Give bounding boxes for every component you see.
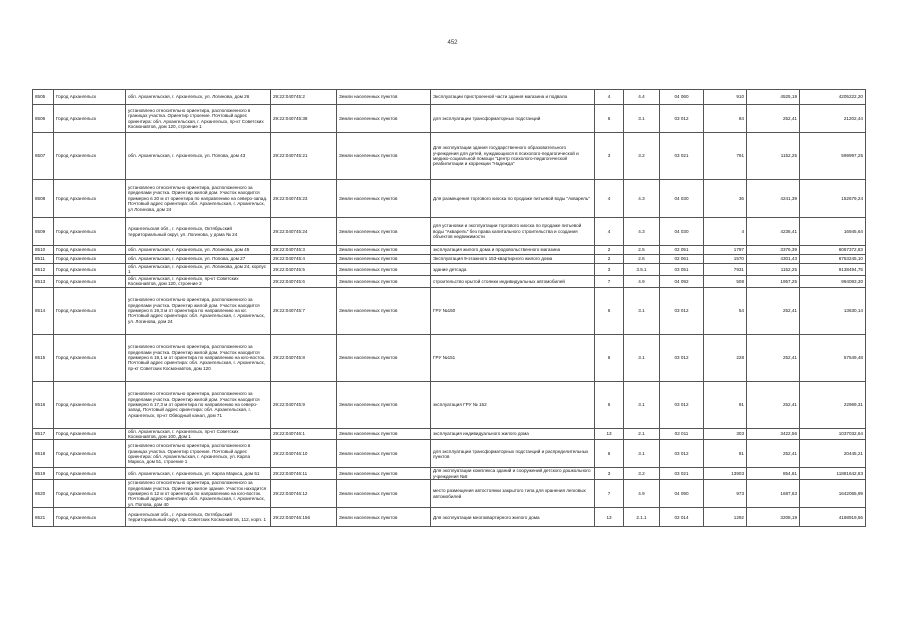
permitted-use-cell: эксплуатация жилого дома и продовольственного магазина (431, 246, 595, 255)
row-number-cell: 8505 (33, 90, 54, 105)
permitted-use-cell: место размещения автостоянки закрытого типа для хранения легковых автомобилей (431, 480, 595, 508)
permitted-use-cell: для установки и эксплуатации торгового киоска по продаже питьевой воды "Акварель" без права капитального строительства и создания объектов недвижимости (431, 218, 595, 246)
table-row (33, 246, 866, 255)
use-code-cell: 03 012 (660, 381, 704, 428)
table-row (33, 218, 866, 246)
settlement-cell: Город Архангельск (54, 428, 126, 440)
address-cell: обл. Архангельская, г. Архангельск, пр-кт Советских Космонавтов, дом 100, Дом 1 (126, 428, 271, 440)
area-cell: 228 (704, 334, 747, 381)
row-number-cell: 8517 (33, 428, 54, 440)
settlement-cell: Город Архангельск (54, 508, 126, 527)
specific-value-cell: 252,41 (747, 287, 800, 334)
permitted-use-cell: Для эксплуатации многоквартирного жилого дома (431, 508, 595, 527)
settlement-cell: Город Архангельск (54, 105, 126, 133)
address-cell: установлено относительно ориентира, расположенного за пределами участка. Ориентир жилой дом. Участок находится примерно в 19,1 м от ориентира по направлению на юго-восток. Почтовый адрес ориентира: обл. Архангельская, г. Архангельск, пр-кт Советских Космонавтов, дом 120 (126, 334, 271, 381)
specific-value-cell: 3422,56 (747, 428, 800, 440)
row-number-cell: 8521 (33, 508, 54, 527)
cadastral-value-cell: 6753245,10 (800, 255, 866, 264)
specific-value-cell: 854,61 (747, 468, 800, 480)
settlement-cell: Город Архангельск (54, 275, 126, 287)
settlement-cell: Город Архангельск (54, 480, 126, 508)
permitted-use-cell: Для размещения торгового киоска по продаже питьевой воды "Акварель" (431, 180, 595, 218)
group-code-cell: 6 (595, 381, 624, 428)
group-code-cell: 4 (595, 90, 624, 105)
group-code-cell: 7 (595, 275, 624, 287)
use-code-cell: 03 012 (660, 105, 704, 133)
land-category-cell: Земли населенных пунктов (337, 480, 431, 508)
table-row (33, 428, 866, 440)
specific-value-cell: 1152,25 (747, 133, 800, 180)
subgroup-code-cell: 4.9 (624, 480, 660, 508)
settlement-cell: Город Архангельск (54, 246, 126, 255)
row-number-cell: 8516 (33, 381, 54, 428)
area-cell: 303 (704, 428, 747, 440)
row-number-cell: 8507 (33, 133, 54, 180)
land-category-cell: Земли населенных пунктов (337, 246, 431, 255)
use-code-cell: 03 021 (660, 133, 704, 180)
area-cell: 91 (704, 381, 747, 428)
row-number-cell: 8513 (33, 275, 54, 287)
row-number-cell: 8508 (33, 180, 54, 218)
row-number-cell: 8511 (33, 255, 54, 264)
cadastral-value-cell: 6067372,83 (800, 246, 866, 255)
address-cell: обл. Архангельская, г. Архангельск, ул. Логинова, дом 26 (126, 90, 271, 105)
table-row (33, 180, 866, 218)
cadastral-value-cell: 1642065,99 (800, 480, 866, 508)
area-cell: 1570 (704, 255, 747, 264)
use-code-cell: 03 021 (660, 468, 704, 480)
land-category-cell: Земли населенных пунктов (337, 428, 431, 440)
specific-value-cell: 252,41 (747, 381, 800, 428)
specific-value-cell: 1687,63 (747, 480, 800, 508)
group-code-cell: 2 (595, 255, 624, 264)
address-cell: установлено относительно ориентира, расположенного за пределами участка. Ориентир жилой дом. Участок находится примерно в 19,3 м от ориентира по направлению на юг. Почтовый адрес ориентира: обл. Архангельская, г. Архангельск, ул. Логинова, дом 24 (126, 287, 271, 334)
use-code-cell: 04 092 (660, 275, 704, 287)
use-code-cell: 02 014 (660, 508, 704, 527)
settlement-cell: Город Архангельск (54, 218, 126, 246)
permitted-use-cell: Для эксплуатации комплекса зданий и сооружений детского дошкольного учреждения №6 (431, 468, 595, 480)
subgroup-code-cell: 2.1.1 (624, 508, 660, 527)
land-category-cell: Земли населенных пунктов (337, 508, 431, 527)
area-cell: 1797 (704, 246, 747, 255)
specific-value-cell: 252,41 (747, 440, 800, 468)
table-row (33, 287, 866, 334)
area-cell: 910 (704, 90, 747, 105)
settlement-cell: Город Архангельск (54, 381, 126, 428)
cadastral-number-cell: 29:22:040745:2 (271, 90, 337, 105)
land-category-cell: Земли населенных пунктов (337, 287, 431, 334)
table-row (33, 264, 866, 276)
address-cell: обл. Архангельская, г. Архангельск, ул. Логинова, дом 24, корпус 1 (126, 264, 271, 276)
specific-value-cell: 4241,39 (747, 180, 800, 218)
specific-value-cell: 4236,41 (747, 218, 800, 246)
cadastral-value-cell: 13630,14 (800, 287, 866, 334)
row-number-cell: 8510 (33, 246, 54, 255)
cadastral-value-cell: 22969,31 (800, 381, 866, 428)
use-code-cell: 02 011 (660, 428, 704, 440)
subgroup-code-cell: 2.6 (624, 255, 660, 264)
land-category-cell: Земли населенных пунктов (337, 264, 431, 276)
cadastral-value-cell: 20445,21 (800, 440, 866, 468)
area-cell: 84 (704, 105, 747, 133)
subgroup-code-cell: 3.1 (624, 105, 660, 133)
cadastral-value-cell: 11881642,83 (800, 468, 866, 480)
area-cell: 36 (704, 180, 747, 218)
row-number-cell: 8520 (33, 480, 54, 508)
table-row (33, 90, 866, 105)
cadastral-number-cell: 29:22:040745:5 (271, 264, 337, 276)
use-code-cell: 03 012 (660, 440, 704, 468)
land-category-cell: Земли населенных пунктов (337, 218, 431, 246)
group-code-cell: 2 (595, 246, 624, 255)
address-cell: Архангельская обл., г. Архангельск, Октябрьский территориальный округ, пр. Советских Космонавтов, 112, корп. 1 (126, 508, 271, 527)
settlement-cell: Город Архангельск (54, 440, 126, 468)
group-code-cell: 6 (595, 105, 624, 133)
permitted-use-cell: эксплуатация ГРУ № 152 (431, 381, 595, 428)
settlement-cell: Город Архангельск (54, 334, 126, 381)
permitted-use-cell: Для эксплуатации здания государственного образовательного учреждения для детей, нуждающихся в психолого-педагогической и медико-социальной помощи "Центр психолого-педагогической реабилитации и коррекции "Надежда" (431, 133, 595, 180)
address-cell: обл. Архангельская, г. Архангельск, пр-кт Советских Космонавтов, дом 120, строение 2 (126, 275, 271, 287)
use-code-cell: 03 012 (660, 334, 704, 381)
address-cell: установлено относительно ориентира, расположенного за пределами участка. Ориентир жилой дом. Участок находится примерно в 17,3 м от ориентира по направлению на северо-запад. Почтовый адрес ориентира: обл. Архангельская, г. Архангельск, пр-кт Обводный канал, дом 71 (126, 381, 271, 428)
specific-value-cell: 3376,39 (747, 246, 800, 255)
land-category-cell: Земли населенных пунктов (337, 275, 431, 287)
address-cell: обл. Архангельская, г. Архангельск, ул. Попова, дом 43 (126, 133, 271, 180)
table-row (33, 468, 866, 480)
group-code-cell: 6 (595, 287, 624, 334)
area-cell: 54 (704, 287, 747, 334)
specific-value-cell: 252,41 (747, 334, 800, 381)
row-number-cell: 8518 (33, 440, 54, 468)
settlement-cell: Город Архангельск (54, 287, 126, 334)
table-row (33, 275, 866, 287)
address-cell: обл. Архангельская, г. Архангельск, ул. Логинова, дом 45 (126, 246, 271, 255)
address-cell: установлено относительно ориентира, расположенного за пределами участка. Ориентир жилое здание. Участок находится примерно в 12 м от ориентира по направлению на юго-восток. Почтовый адрес ориентира: обл. Архангельская, г. Архангельск, ул. Попова, дом 40 (126, 480, 271, 508)
cadastral-value-table (32, 89, 866, 527)
table-row (33, 334, 866, 381)
address-cell: Архангельская обл., г. Архангельск, Октябрьский территориальный округ, ул. Логинова, у дома № 24 (126, 218, 271, 246)
land-category-cell: Земли населенных пунктов (337, 255, 431, 264)
cadastral-value-cell: 152679,24 (800, 180, 866, 218)
group-code-cell: 3 (595, 468, 624, 480)
area-cell: 81 (704, 440, 747, 468)
subgroup-code-cell: 4.3 (624, 180, 660, 218)
subgroup-code-cell: 3.1 (624, 287, 660, 334)
use-code-cell: 02 051 (660, 246, 704, 255)
cadastral-value-cell: 4168919,56 (800, 508, 866, 527)
permitted-use-cell: Эксплуатация 9-этажного 153-квартирного жилого дома (431, 255, 595, 264)
cadastral-number-cell: 29:22:040745:9 (271, 381, 337, 428)
use-code-cell: 04 030 (660, 218, 704, 246)
address-cell: установлено относительно ориентира, расположенного в границах участка. Ориентир строение. Почтовый адрес ориентира: обл. Архангельская, г. Архангельск, ул. Карла Маркса, дом 51, строение 1 (126, 440, 271, 468)
use-code-cell: 04 030 (660, 180, 704, 218)
specific-value-cell: 1152,25 (747, 264, 800, 276)
subgroup-code-cell: 2.1 (624, 428, 660, 440)
settlement-cell: Город Архангельск (54, 133, 126, 180)
table-row (33, 105, 866, 133)
subgroup-code-cell: 4.4 (624, 90, 660, 105)
cadastral-number-cell: 29:22:040745:23 (271, 180, 337, 218)
group-code-cell: 7 (595, 480, 624, 508)
group-code-cell: 3 (595, 264, 624, 276)
cadastral-value-cell: 994083,30 (800, 275, 866, 287)
table-row (33, 508, 866, 527)
land-category-cell: Земли населенных пунктов (337, 133, 431, 180)
subgroup-code-cell: 3.2 (624, 468, 660, 480)
group-code-cell: 6 (595, 440, 624, 468)
group-code-cell: 4 (595, 218, 624, 246)
cadastral-number-cell: 29:22:040746:12 (271, 480, 337, 508)
cadastral-value-cell: 1037032,64 (800, 428, 866, 440)
subgroup-code-cell: 3.1 (624, 334, 660, 381)
permitted-use-cell: для эксплуатации трансформаторных подстанций (431, 105, 595, 133)
settlement-cell: Город Архангельск (54, 255, 126, 264)
permitted-use-cell: строительство крытой стоянки индивидуальных автомобилей (431, 275, 595, 287)
page-number: 452 (447, 40, 458, 46)
cadastral-value-cell: 16945,64 (800, 218, 866, 246)
area-cell: 1292 (704, 508, 747, 527)
use-code-cell: 04 090 (660, 480, 704, 508)
cadastral-value-cell: 57549,48 (800, 334, 866, 381)
row-number-cell: 8506 (33, 105, 54, 133)
table-row (33, 381, 866, 428)
permitted-use-cell: ГРУ №151 (431, 334, 595, 381)
land-category-cell: Земли населенных пунктов (337, 334, 431, 381)
group-code-cell: 3 (595, 133, 624, 180)
row-number-cell: 8512 (33, 264, 54, 276)
specific-value-cell: 1957,25 (747, 275, 800, 287)
cadastral-number-cell: 29:22:040745:3 (271, 246, 337, 255)
cadastral-number-cell: 29:22:040746:10 (271, 440, 337, 468)
land-category-cell: Земли населенных пунктов (337, 90, 431, 105)
group-code-cell: 13 (595, 508, 624, 527)
settlement-cell: Город Архангельск (54, 468, 126, 480)
cadastral-value-cell: 4205222,20 (800, 90, 866, 105)
use-code-cell: 02 061 (660, 255, 704, 264)
cadastral-value-cell: 9138494,75 (800, 264, 866, 276)
area-cell: 791 (704, 133, 747, 180)
address-cell: установлено относительно ориентира, расположенного в границах участка. Ориентир строение. Почтовый адрес ориентира: обл. Архангельская, г. Архангельск, пр-кт Советских Космонавтов, дом 120, строение 1 (126, 105, 271, 133)
table-row (33, 440, 866, 468)
use-code-cell: 04 060 (660, 90, 704, 105)
subgroup-code-cell: 3.5.1 (624, 264, 660, 276)
land-category-cell: Земли населенных пунктов (337, 105, 431, 133)
permitted-use-cell: здание детсада (431, 264, 595, 276)
table-row (33, 133, 866, 180)
area-cell: 13903 (704, 468, 747, 480)
cadastral-value-cell: 21202,44 (800, 105, 866, 133)
specific-value-cell: 4301,43 (747, 255, 800, 264)
area-cell: 508 (704, 275, 747, 287)
cadastral-number-cell: 29:22:040746:156 (271, 508, 337, 527)
cadastral-number-cell: 29:22:040745:38 (271, 105, 337, 133)
area-cell: 973 (704, 480, 747, 508)
cadastral-number-cell: 29:22:040746:11 (271, 468, 337, 480)
specific-value-cell: 3208,19 (747, 508, 800, 527)
land-category-cell: Земли населенных пунктов (337, 180, 431, 218)
table-body (33, 90, 866, 527)
table-row (33, 480, 866, 508)
subgroup-code-cell: 4.9 (624, 275, 660, 287)
group-code-cell: 6 (595, 334, 624, 381)
permitted-use-cell: эксплуатация индивидуального жилого дома (431, 428, 595, 440)
permitted-use-cell: Эксплуатации пристроенной части здания магазина и подвала (431, 90, 595, 105)
land-category-cell: Земли населенных пунктов (337, 468, 431, 480)
subgroup-code-cell: 3.1 (624, 440, 660, 468)
group-code-cell: 4 (595, 180, 624, 218)
table-row (33, 255, 866, 264)
cadastral-number-cell: 29:22:040745:7 (271, 287, 337, 334)
cadastral-number-cell: 29:22:040745:8 (271, 334, 337, 381)
use-code-cell: 03 012 (660, 287, 704, 334)
specific-value-cell: 4525,19 (747, 90, 800, 105)
permitted-use-cell: ГРУ №150 (431, 287, 595, 334)
subgroup-code-cell: 2.5 (624, 246, 660, 255)
subgroup-code-cell: 4.3 (624, 218, 660, 246)
row-number-cell: 8515 (33, 334, 54, 381)
cadastral-number-cell: 29:22:040745:24 (271, 218, 337, 246)
address-cell: обл. Архангельская, г. Архангельск, ул. Карла Маркса, дом 51 (126, 468, 271, 480)
subgroup-code-cell: 3.2 (624, 133, 660, 180)
row-number-cell: 8519 (33, 468, 54, 480)
permitted-use-cell: для эксплуатации трансформаторных подстанций и распределительных пунктов (431, 440, 595, 468)
cadastral-value-cell: 599997,25 (800, 133, 866, 180)
cadastral-number-cell: 29:22:040745:6 (271, 275, 337, 287)
land-category-cell: Земли населенных пунктов (337, 381, 431, 428)
row-number-cell: 8514 (33, 287, 54, 334)
address-cell: установлено относительно ориентира, расположенного за пределами участка. Ориентир жилой дом. Участок находится примерно в 20 м от ориентира по направлению на северо-запад. Почтовый адрес ориентира: обл. Архангельская, г. Архангельск, ул Логинова, дом 24 (126, 180, 271, 218)
row-number-cell: 8509 (33, 218, 54, 246)
specific-value-cell: 252,41 (747, 105, 800, 133)
settlement-cell: Город Архангельск (54, 264, 126, 276)
area-cell: 4 (704, 218, 747, 246)
settlement-cell: Город Архангельск (54, 90, 126, 105)
area-cell: 7931 (704, 264, 747, 276)
use-code-cell: 03 051 (660, 264, 704, 276)
address-cell: обл. Архангельская, г. Архангельск, ул. Попова, дом 27 (126, 255, 271, 264)
settlement-cell: Город Архангельск (54, 180, 126, 218)
land-category-cell: Земли населенных пунктов (337, 440, 431, 468)
subgroup-code-cell: 3.1 (624, 381, 660, 428)
cadastral-number-cell: 29:22:040745:21 (271, 133, 337, 180)
cadastral-number-cell: 29:22:040745:4 (271, 255, 337, 264)
group-code-cell: 13 (595, 428, 624, 440)
cadastral-number-cell: 29:22:040746:1 (271, 428, 337, 440)
